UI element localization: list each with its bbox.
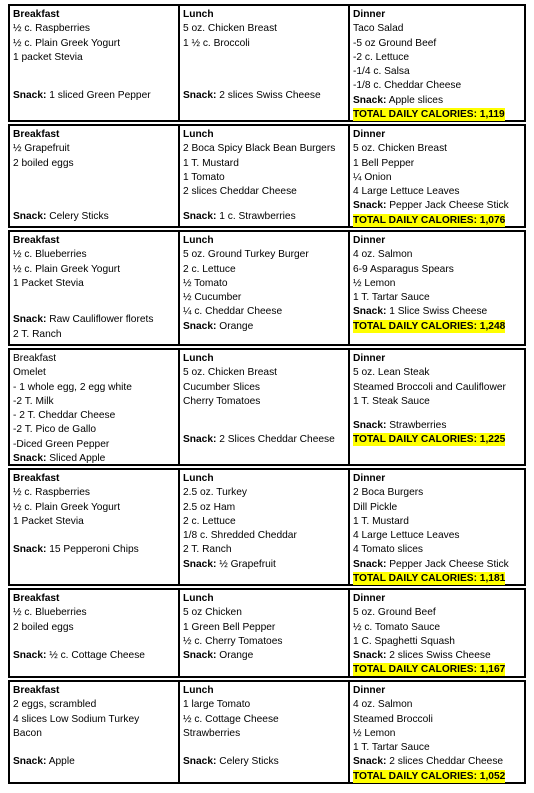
food-item: 1 C. Spaghetti Squash: [353, 635, 455, 647]
snack-line: Snack: 2 slices Swiss Cheese: [353, 650, 491, 662]
dinner-cell: [350, 682, 524, 782]
food-item: 1 large Tomato: [183, 699, 251, 711]
snack-line: Snack: ½ c. Cottage Cheese: [13, 650, 145, 662]
total-calories-highlight: TOTAL DAILY CALORIES: 1,181: [353, 573, 506, 585]
breakfast-heading: Breakfast: [13, 685, 60, 696]
lunch-cell: [180, 6, 350, 120]
dinner-cell: [350, 232, 524, 344]
food-item: Steamed Broccoli and Cauliflower: [353, 381, 506, 393]
breakfast-heading: Breakfast: [13, 9, 60, 20]
total-calories-highlight: TOTAL DAILY CALORIES: 1,076: [353, 214, 506, 226]
lunch-cell: [180, 232, 350, 344]
dinner-heading: Dinner: [353, 353, 386, 364]
food-item: ½ c. Cottage Cheese: [183, 713, 279, 725]
food-item: 5 oz. Lean Steak: [353, 367, 430, 379]
dinner-cell: [350, 470, 524, 584]
food-item: - 2 T. Cheddar Cheese: [13, 410, 116, 422]
food-item: -2 c. Lettuce: [353, 51, 410, 63]
food-item: ½ c. Plain Greek Yogurt: [13, 37, 121, 49]
breakfast-cell: [10, 232, 180, 344]
food-item: ½ c. Blueberries: [13, 249, 87, 261]
breakfast-heading: Breakfast: [13, 129, 60, 140]
snack-line: Snack: Orange: [183, 650, 254, 662]
food-item: 1/8 c. Shredded Cheddar: [183, 530, 297, 542]
snack-line: Snack: Sliced Apple: [13, 453, 106, 465]
breakfast-heading: Breakfast: [13, 473, 60, 484]
food-item: - 1 whole egg, 2 egg white: [13, 381, 132, 393]
breakfast-cell: [10, 126, 180, 226]
dinner-heading: Dinner: [353, 473, 386, 484]
lunch-cell: [180, 126, 350, 226]
food-item: 5 oz. Ground Turkey Burger: [183, 249, 309, 261]
day-row-6: [8, 588, 526, 678]
food-item: ½ Grapefruit: [13, 143, 70, 155]
day-row-2: [8, 124, 526, 228]
meal-plan-table: [8, 4, 526, 786]
food-item: -1/8 c. Cheddar Cheese: [353, 80, 462, 92]
dinner-heading: Dinner: [353, 235, 386, 246]
dinner-heading: Dinner: [353, 129, 386, 140]
lunch-heading: Lunch: [183, 235, 214, 246]
day-row-1: [8, 4, 526, 122]
snack-line: Snack: Raw Cauliflower florets: [13, 314, 154, 326]
food-item: 1 T. Tartar Sauce: [353, 292, 430, 304]
food-item: 5 oz. Ground Beef: [353, 607, 436, 619]
food-item: ½ c. Blueberries: [13, 607, 87, 619]
day-row-5: [8, 468, 526, 586]
snack-line: Snack: Pepper Jack Cheese Stick: [353, 558, 509, 570]
lunch-heading: Lunch: [183, 129, 214, 140]
food-item: 4 oz. Salmon: [353, 699, 413, 711]
breakfast-cell: [10, 470, 180, 584]
food-item: 5 oz. Chicken Breast: [183, 23, 277, 35]
lunch-cell: [180, 350, 350, 464]
snack-line: Snack: Strawberries: [353, 420, 447, 432]
total-calories-highlight: TOTAL DAILY CALORIES: 1,119: [353, 109, 505, 121]
lunch-cell: [180, 470, 350, 584]
food-item: Taco Salad: [353, 23, 404, 35]
food-item: ½ c. Plain Greek Yogurt: [13, 501, 121, 513]
food-item: Cucumber Slices: [183, 381, 260, 393]
food-item: ½ c. Plain Greek Yogurt: [13, 263, 121, 275]
lunch-heading: Lunch: [183, 685, 214, 696]
food-item: 1 ½ c. Broccoli: [183, 37, 250, 49]
food-item: 4 oz. Salmon: [353, 249, 413, 261]
total-calories-highlight: TOTAL DAILY CALORIES: 1,225: [353, 434, 506, 446]
dinner-cell: [350, 350, 524, 464]
day-row-7: [8, 680, 526, 784]
food-item: 2 T. Ranch: [13, 328, 62, 340]
food-item: ½ Tomato: [183, 277, 228, 289]
food-item: ½ c. Raspberries: [13, 487, 91, 499]
snack-line: Snack: ½ Grapefruit: [183, 558, 276, 570]
lunch-cell: [180, 682, 350, 782]
day-row-4: [8, 348, 526, 466]
dinner-heading: Dinner: [353, 9, 386, 20]
food-item: ½ c. Tomato Sauce: [353, 621, 441, 633]
snack-line: Snack: Apple slices: [353, 94, 444, 106]
food-item: 4 Large Lettuce Leaves: [353, 530, 460, 542]
food-item: 2 c. Lettuce: [183, 263, 236, 275]
food-item: ½ c. Raspberries: [13, 23, 91, 35]
total-calories-highlight: TOTAL DAILY CALORIES: 1,248: [353, 320, 506, 332]
food-item: 1 Packet Stevia: [13, 277, 84, 289]
dinner-cell: [350, 6, 524, 120]
food-item: Cherry Tomatoes: [183, 395, 261, 407]
food-item: 2.5 oz. Turkey: [183, 487, 247, 499]
food-item: -Diced Green Pepper: [13, 438, 110, 450]
food-item: Strawberries: [183, 727, 241, 739]
food-item: 1 T. Mustard: [353, 515, 409, 527]
food-item: Bacon: [13, 727, 42, 739]
food-item: Omelet: [13, 367, 46, 379]
food-item: -5 oz Ground Beef: [353, 37, 437, 49]
food-item: ½ Lemon: [353, 727, 396, 739]
snack-line: Snack: Celery Sticks: [13, 210, 109, 222]
food-item: ½ Cucumber: [183, 292, 242, 304]
snack-line: Snack: 1 c. Strawberries: [183, 210, 296, 222]
food-item: 4 Large Lettuce Leaves: [353, 186, 460, 198]
food-item: 1 Green Bell Pepper: [183, 621, 276, 633]
food-item: 1 Packet Stevia: [13, 515, 84, 527]
snack-line: Snack: 1 Slice Swiss Cheese: [353, 306, 488, 318]
food-item: 1 Tomato: [183, 171, 225, 183]
food-item: 1 Bell Pepper: [353, 157, 415, 169]
food-item: Steamed Broccoli: [353, 713, 433, 725]
breakfast-heading: Breakfast: [13, 235, 60, 246]
breakfast-cell: [10, 682, 180, 782]
food-item: ¼ Onion: [353, 171, 392, 183]
food-item: Dill Pickle: [353, 501, 398, 513]
snack-line: Snack: 2 slices Swiss Cheese: [183, 90, 321, 102]
food-item: 2 T. Ranch: [183, 544, 232, 556]
snack-line: Snack: 2 Slices Cheddar Cheese: [183, 434, 335, 446]
food-item: 4 slices Low Sodium Turkey: [13, 713, 140, 725]
lunch-heading: Lunch: [183, 9, 214, 20]
breakfast-heading: Breakfast: [13, 353, 57, 364]
breakfast-cell: [10, 350, 180, 464]
snack-line: Snack: Celery Sticks: [183, 756, 279, 768]
snack-line: Snack: Orange: [183, 320, 254, 332]
food-item: 4 Tomato slices: [353, 544, 424, 556]
food-item: 1 T. Steak Sauce: [353, 395, 430, 407]
lunch-heading: Lunch: [183, 473, 214, 484]
breakfast-heading: Breakfast: [13, 593, 60, 604]
snack-line: Snack: 2 slices Cheddar Cheese: [353, 756, 504, 768]
food-item: 5 oz Chicken: [183, 607, 242, 619]
total-calories-highlight: TOTAL DAILY CALORIES: 1,052: [353, 770, 506, 782]
food-item: ¼ c. Cheddar Cheese: [183, 306, 283, 318]
food-item: 2 Boca Burgers: [353, 487, 424, 499]
food-item: 1 T. Tartar Sauce: [353, 742, 430, 754]
lunch-heading: Lunch: [183, 353, 214, 364]
food-item: -1/4 c. Salsa: [353, 66, 410, 78]
snack-line: Snack: 15 Pepperoni Chips: [13, 544, 139, 556]
food-item: 2 boiled eggs: [13, 157, 74, 169]
dinner-cell: [350, 590, 524, 676]
day-row-3: [8, 230, 526, 346]
snack-line: Snack: Apple: [13, 756, 75, 768]
food-item: 1 T. Mustard: [183, 157, 239, 169]
lunch-cell: [180, 590, 350, 676]
food-item: 2 slices Cheddar Cheese: [183, 186, 297, 198]
food-item: 5 oz. Chicken Breast: [353, 143, 447, 155]
food-item: 5 oz. Chicken Breast: [183, 367, 277, 379]
total-calories-highlight: TOTAL DAILY CALORIES: 1,167: [353, 664, 506, 676]
breakfast-cell: [10, 590, 180, 676]
food-item: -2 T. Pico de Gallo: [13, 424, 97, 436]
dinner-heading: Dinner: [353, 593, 386, 604]
lunch-heading: Lunch: [183, 593, 214, 604]
dinner-heading: Dinner: [353, 685, 386, 696]
dinner-cell: [350, 126, 524, 226]
food-item: 2 c. Lettuce: [183, 515, 236, 527]
food-item: 2 Boca Spicy Black Bean Burgers: [183, 143, 336, 155]
food-item: ½ Lemon: [353, 277, 396, 289]
snack-line: Snack: Pepper Jack Cheese Stick: [353, 200, 509, 212]
food-item: ½ c. Cherry Tomatoes: [183, 635, 283, 647]
breakfast-cell: [10, 6, 180, 120]
food-item: 1 packet Stevia: [13, 51, 83, 63]
food-item: 2 eggs, scrambled: [13, 699, 97, 711]
snack-line: Snack: 1 sliced Green Pepper: [13, 90, 151, 102]
food-item: -2 T. Milk: [13, 395, 54, 407]
food-item: 6-9 Asparagus Spears: [353, 263, 454, 275]
food-item: 2.5 oz Ham: [183, 501, 236, 513]
food-item: 2 boiled eggs: [13, 621, 74, 633]
